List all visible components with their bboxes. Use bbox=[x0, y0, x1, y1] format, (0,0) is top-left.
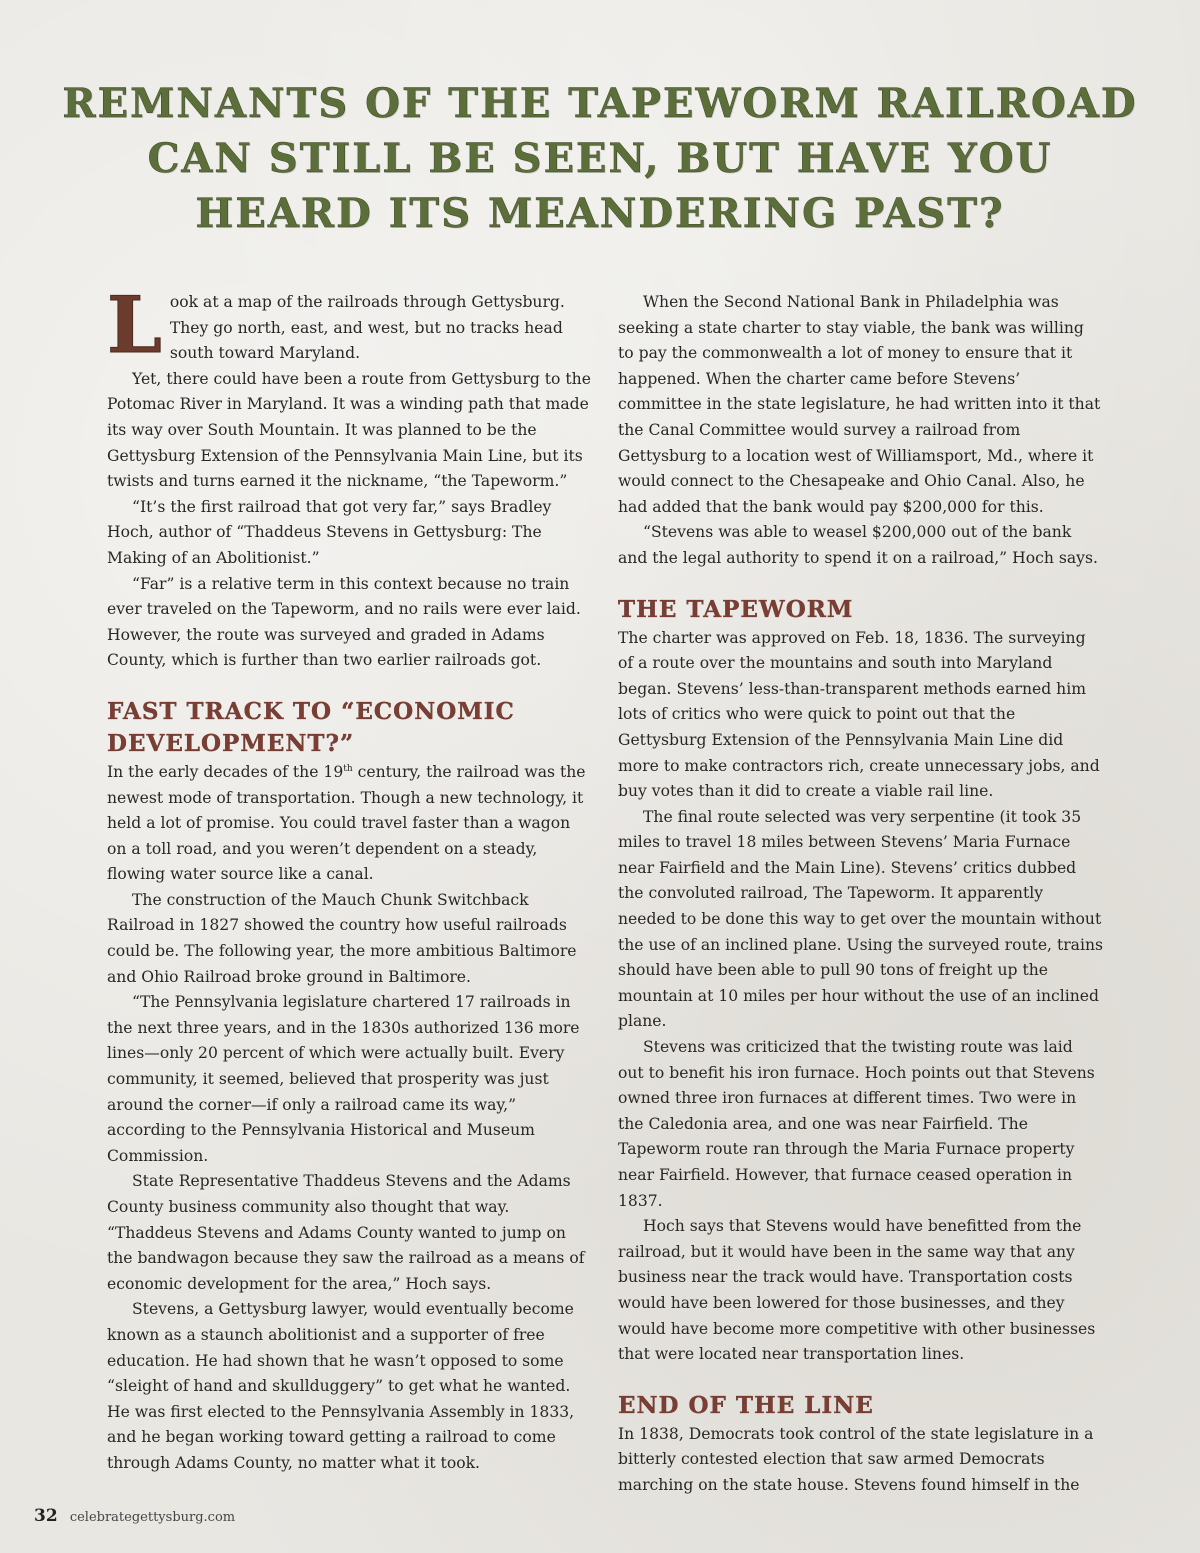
headline-line-3: HEARD ITS MEANDERING PAST? bbox=[195, 190, 1005, 237]
article-headline bbox=[60, 76, 1140, 241]
page-number: 32 bbox=[34, 1506, 58, 1526]
body-paragraph: “It’s the first railroad that got very far,” says Bradley Hoch, author of “Thaddeus Stevens in Gettysburg: The Making of an Abolitionist.” bbox=[107, 497, 552, 567]
headline-line-2: CAN STILL BE SEEN, BUT HAVE YOU bbox=[147, 135, 1053, 182]
footer-site-link[interactable]: celebrategettysburg.com bbox=[69, 1510, 236, 1525]
section-heading-end-of-line: END OF THE LINE bbox=[618, 1391, 874, 1419]
body-paragraph: “The Pennsylvania legislature chartered 17 railroads in the next three years, and in the 1830s authorized 136 more lines—only 20 percent of which were actually built. Every community, it seemed, believed that prosperity was just around the corner—if only a railroad came its way,” according to the Pennsylvania Historical and Museum Commission. bbox=[107, 993, 580, 1165]
body-paragraph: In 1838, Democrats took control of the state legislature in a bitterly contested election that saw armed Democrats marching on the state house. Stevens found himself in the bbox=[618, 1424, 1094, 1494]
body-paragraph: When the Second National Bank in Philadelphia was seeking a state charter to stay viable, the bank was willing to pay the commonwealth a lot of money to ensure that it happened. When the charter came before Stevens’ committee in the state legislature, he had written into it that the Canal Committee would survey a railroad from Gettysburg to a location west of Williamsport, Md., where it would connect to the Chesapeake and Ohio Canal. Also, he had added that the bank would pay $200,000 for this. bbox=[618, 293, 1101, 516]
body-paragraph: “Stevens was able to weasel $200,000 out of the bank and the legal authority to spend it on a railroad,” Hoch says. bbox=[618, 523, 1098, 567]
section-heading-tapeworm: THE TAPEWORM bbox=[618, 595, 854, 623]
section-heading-fast-track: FAST TRACK TO “ECONOMIC DEVELOPMENT?” bbox=[107, 697, 515, 757]
body-paragraph: Stevens, a Gettysburg lawyer, would eventually become known as a staunch abolitionist and a supporter of free education. He had shown that he wasn’t opposed to some “sleight of hand and skullduggery” to get what he wanted. He was first elected to the Pennsylvania Assembly in 1833, and he began working toward getting a railroad to come through Adams County, no matter what it took. bbox=[107, 1300, 575, 1472]
page-footer bbox=[34, 1506, 235, 1526]
body-paragraph: The construction of the Mauch Chunk Switchback Railroad in 1827 showed the country how useful railroads could be. The following year, the more ambitious Baltimore and Ohio Railroad broke ground in Baltimore. bbox=[107, 890, 577, 986]
body-paragraph: The final route selected was very serpentine (it took 35 miles to travel 18 miles between Stevens’ Maria Furnace near Fairfield and the Main Line). Stevens’ critics dubbed the convoluted railroad, The Tapeworm. It apparently needed to be done this way to get over the mountain without the use of an inclined plane. Using the surveyed route, trains should have been able to pull 90 tons of freight up the mountain at 10 miles per hour without the use of an inclined plane. bbox=[618, 807, 1104, 1031]
body-paragraph: Stevens was criticized that the twisting route was laid out to benefit his iron furnace. Hoch points out that Stevens owned three iron furnaces at different times. Two were in the Caledonia area, and one was near Fairfield. The Tapeworm route ran through the Maria Furnace property near Fairfield. However, that furnace ceased operation in 1837. bbox=[618, 1038, 1095, 1210]
intro-text: ook at a map of the railroads through Gettysburg. They go north, east, and west, but no tracks head south toward Maryland. bbox=[169, 293, 565, 363]
body-paragraph: Yet, there could have been a route from Gettysburg to the Potomac River in Maryland. It was a winding path that made its way over South Mountain. It was planned to be the Gettysburg Extension of the Pennsylvania Main Line, but its twists and turns earned it the nickname, “the Tapeworm.” bbox=[107, 369, 591, 491]
left-column bbox=[107, 280, 594, 1477]
body-paragraph: Hoch says that Stevens would have benefitted from the railroad, but it would have been in the same way that any business near the track would have. Transportation costs would have been lowered for those businesses, and they would have become more competitive with other businesses that were located near transportation lines. bbox=[618, 1217, 1096, 1364]
headline-line-1: REMNANTS OF THE TAPEWORM RAILROAD bbox=[62, 80, 1138, 127]
drop-cap: L bbox=[107, 280, 162, 371]
body-paragraph: “Far” is a relative term in this context because no train ever traveled on the Tapeworm, and no rails were ever laid. However, the route was surveyed and graded in Adams County, which is further than two earlier railroads got. bbox=[107, 574, 581, 670]
intro-paragraph bbox=[107, 280, 594, 371]
right-column bbox=[618, 290, 1103, 1499]
body-paragraph: The charter was approved on Feb. 18, 1836. The surveying of a route over the mountains and south into Maryland began. Stevens’ less-than-transparent methods earned him lots of critics who were quick to point out that the Gettysburg Extension of the Pennsylvania Main Line did more to make contractors rich, create unnecessary jobs, and buy votes than it did to create a viable rail line. bbox=[618, 628, 1100, 801]
body-paragraph: State Representative Thaddeus Stevens and the Adams County business community also thought that way. “Thaddeus Stevens and Adams County wanted to jump on the bandwagon because they saw the railroad as a means of economic development for the area,” Hoch says. bbox=[107, 1172, 585, 1293]
body-paragraph: In the early decades of the 19th century, the railroad was the newest mode of transportation. Though a new technology, it held a lot of promise. You could travel faster than a wagon on a toll road, and you weren’t dependent on a steady, flowing water source like a canal. bbox=[107, 762, 586, 884]
